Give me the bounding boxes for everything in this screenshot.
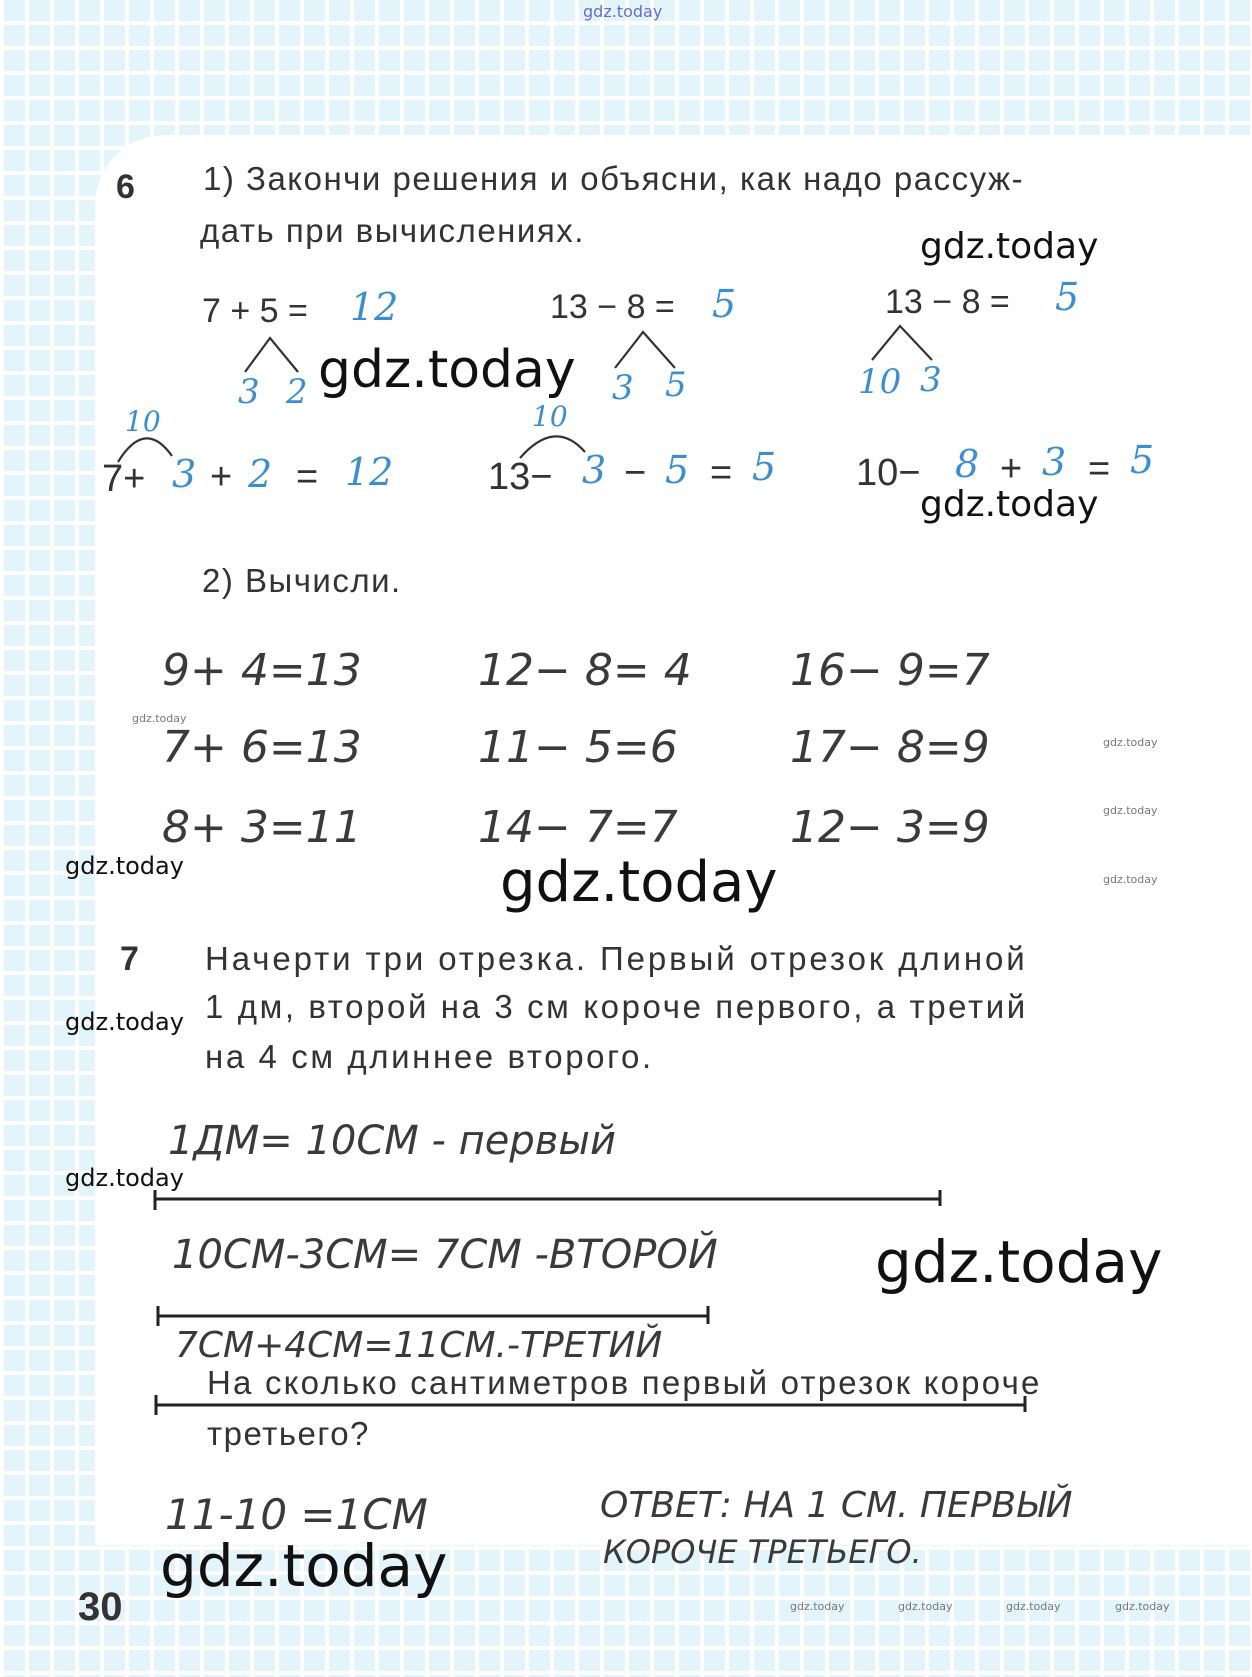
ex-c-eq: = (1088, 448, 1111, 490)
task-7-line-3: на 4 см длиннее второго. (205, 1038, 654, 1075)
ex-c-expression: 13 − 8 = (885, 283, 1010, 321)
task-6-line-2: дать при вычислениях. (200, 212, 585, 249)
calc-6: 17− 8=9 (790, 722, 990, 773)
top-watermark: gdz.today (583, 2, 663, 21)
page-number: 30 (78, 1585, 123, 1629)
ex-c-answer: 5 (1055, 275, 1080, 319)
watermark-small-8: gdz.today (1115, 1600, 1170, 1613)
ex-b-left: 13− (488, 456, 553, 498)
ex-c-split-2: 3 (920, 360, 942, 400)
ex-a-s2: 2 (248, 452, 273, 496)
watermark-small-1: gdz.today (132, 712, 187, 725)
calc-2: 12− 8= 4 (478, 645, 692, 696)
ex-c-s2: 3 (1042, 440, 1067, 484)
ex-a-split-2: 2 (286, 372, 308, 412)
watermark-8: gdz.today (875, 1228, 1163, 1296)
hw-answer-line-2: КОРОЧЕ ТРЕТЬЕГО. (603, 1533, 922, 1571)
ex-b-answer: 5 (712, 282, 737, 326)
ex-a-split-lines (245, 338, 298, 372)
hw-first-segment: 1ДМ= 10СМ - первый (168, 1118, 616, 1164)
ex-a-ten: 10 (125, 405, 161, 438)
calc-1: 9+ 4=13 (162, 645, 362, 696)
hw-calculation: 11-10 =1СМ (165, 1490, 428, 1539)
watermark-small-4: gdz.today (1103, 873, 1158, 886)
task-6-part-2: 2) Вычисли. (202, 562, 402, 599)
watermark-2: gdz.today (318, 340, 576, 400)
watermark-small-5: gdz.today (790, 1600, 845, 1613)
task-6-number: 6 (116, 168, 135, 206)
ex-a-op: + (210, 456, 233, 498)
calc-7: 8+ 3=11 (162, 802, 362, 853)
watermark-3: gdz.today (920, 484, 1099, 525)
calc-8: 14− 7=7 (478, 802, 678, 853)
ex-a-left: 7+ (102, 458, 146, 500)
ex-c-split-lines (872, 326, 932, 360)
watermark-6: gdz.today (65, 1008, 184, 1036)
ex-b-result: 5 (752, 445, 777, 489)
ex-a-result: 12 (345, 450, 394, 494)
ex-b-s1: 3 (582, 448, 607, 492)
watermark-4: gdz.today (65, 852, 184, 880)
ex-b-s2: 5 (665, 448, 690, 492)
hw-second-segment: 10СМ-3СМ= 7СМ -ВТОРОЙ (172, 1232, 718, 1278)
ex-a-split-1: 3 (238, 372, 260, 412)
ex-b-split-lines (615, 332, 675, 368)
ex-b-ten: 10 (532, 400, 568, 433)
ex-b-op: − (624, 452, 647, 494)
hw-third-segment: 7СМ+4СМ=11СМ.-ТРЕТИЙ (175, 1325, 663, 1366)
watermark-1: gdz.today (920, 226, 1099, 267)
watermark-7: gdz.today (65, 1164, 184, 1192)
ex-c-op: + (1000, 448, 1023, 490)
ex-b-expression: 13 − 8 = (550, 288, 675, 326)
hw-answer-line-1: ОТВЕТ: НА 1 СМ. ПЕРВЫЙ (600, 1485, 1073, 1526)
watermark-small-7: gdz.today (1006, 1600, 1061, 1613)
ex-b-split-1: 3 (612, 368, 634, 408)
watermark-small-6: gdz.today (898, 1600, 953, 1613)
task-7-line-1: Начерти три отрезка. Первый отрезок длиной (205, 940, 1028, 977)
ex-a-eq: = (296, 456, 319, 498)
ex-a-answer: 12 (350, 285, 399, 329)
watermark-small-3: gdz.today (1103, 804, 1158, 817)
ex-a-arc (118, 438, 172, 462)
calc-9: 12− 3=9 (790, 802, 990, 853)
task-7-line-2: 1 дм, второй на 3 см короче первого, а третий (205, 988, 1028, 1025)
ex-b-arc (520, 436, 585, 458)
task-6-line-1: 1) Закончи решения и объясни, как надо рассуж- (203, 160, 1025, 197)
ex-c-left: 10− (856, 452, 921, 494)
question-line-1: На сколько сантиметров первый отрезок короче (207, 1364, 1042, 1401)
question-line-2: третьего? (207, 1415, 370, 1452)
calc-3: 16− 9=7 (790, 645, 990, 696)
watermark-5: gdz.today (500, 850, 778, 915)
watermark-small-2: gdz.today (1103, 736, 1158, 749)
ex-c-split-1: 10 (858, 362, 902, 402)
task-7-number: 7 (120, 940, 139, 978)
watermark-9: gdz.today (160, 1532, 448, 1600)
ex-c-result: 5 (1130, 438, 1155, 482)
ex-b-eq: = (710, 452, 733, 494)
ex-a-s1: 3 (172, 452, 197, 496)
ex-a-expression: 7 + 5 = (202, 292, 308, 330)
calc-4: 7+ 6=13 (162, 722, 362, 773)
calc-5: 11− 5=6 (478, 722, 678, 773)
ex-b-split-2: 5 (665, 365, 687, 405)
ex-c-s1: 8 (955, 442, 980, 486)
